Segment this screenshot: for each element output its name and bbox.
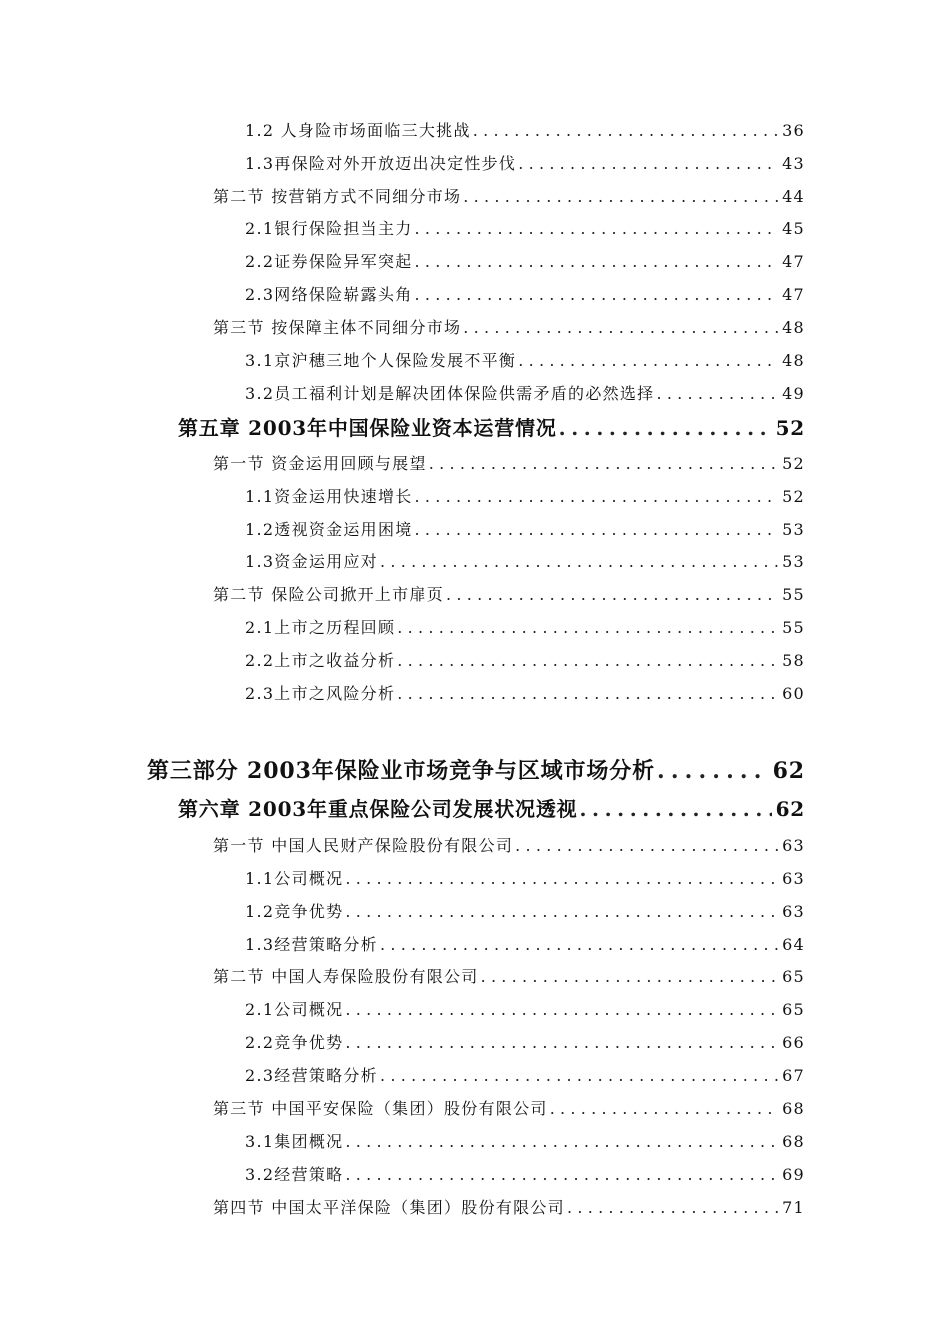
toc-entry[interactable] <box>245 484 805 507</box>
toc-entry-page: 68 <box>782 1132 805 1151</box>
dot-leader <box>515 836 778 855</box>
dot-leader <box>481 967 779 986</box>
toc-entry[interactable] <box>178 793 805 822</box>
toc-entry[interactable] <box>245 1162 805 1185</box>
toc-entry[interactable] <box>213 582 805 605</box>
toc-entry-page: 53 <box>782 552 805 571</box>
toc-entry-page: 60 <box>782 684 805 703</box>
toc-entry[interactable] <box>245 249 805 272</box>
toc-entry-title: 2.1上市之历程回顾 <box>245 618 396 637</box>
toc-entry-title: 3.2员工福利计划是解决团体保险供需矛盾的必然选择 <box>245 384 655 403</box>
toc-entry-title: 2.2竞争优势 <box>245 1033 344 1052</box>
toc-entry-page: 52 <box>775 416 805 440</box>
dot-leader <box>345 902 778 921</box>
toc-entry[interactable] <box>245 549 805 572</box>
toc-entry-page: 65 <box>782 1000 805 1019</box>
toc-entry-page: 62 <box>775 797 805 821</box>
dot-leader <box>397 684 778 703</box>
dot-leader <box>415 285 779 304</box>
dot-leader <box>415 520 779 539</box>
toc-entry-page: 63 <box>782 836 805 855</box>
toc-entry[interactable] <box>245 681 805 704</box>
toc-entry-page: 53 <box>782 520 805 539</box>
toc-entry-title: 3.2经营策略 <box>245 1165 344 1184</box>
toc-entry-page: 66 <box>782 1033 805 1052</box>
toc-entry[interactable] <box>245 932 805 955</box>
dot-leader <box>463 318 778 337</box>
toc-entry-page: 58 <box>782 651 805 670</box>
toc-entry-title: 第六章 2003年重点保险公司发展状况透视 <box>178 797 578 821</box>
dot-leader <box>518 351 778 370</box>
toc-entry[interactable] <box>213 1195 805 1218</box>
dot-leader <box>415 219 779 238</box>
toc-entry[interactable] <box>245 151 805 174</box>
toc-entry-page: 52 <box>782 487 805 506</box>
toc-entry-title: 1.2竞争优势 <box>245 902 344 921</box>
dot-leader <box>380 552 778 571</box>
toc-entry-page: 47 <box>782 252 805 271</box>
dot-leader <box>559 416 772 440</box>
toc-entry-title: 第二节 中国人寿保险股份有限公司 <box>213 967 479 986</box>
toc-entry[interactable] <box>245 118 805 141</box>
toc-entry-title: 1.2透视资金运用困境 <box>245 520 413 539</box>
dot-leader <box>345 1033 778 1052</box>
toc-entry-page: 55 <box>782 618 805 637</box>
dot-leader <box>473 121 778 140</box>
toc-entry-title: 第三节 按保障主体不同细分市场 <box>213 318 462 337</box>
toc-entry[interactable] <box>245 997 805 1020</box>
toc-entry-page: 48 <box>782 351 805 370</box>
dot-leader <box>345 1132 778 1151</box>
toc-entry-title: 第二节 保险公司掀开上市扉页 <box>213 585 445 604</box>
toc-entry[interactable] <box>213 184 805 207</box>
toc-entry-title: 2.2上市之收益分析 <box>245 651 396 670</box>
toc-entry[interactable] <box>245 216 805 239</box>
toc-entry-page: 67 <box>782 1066 805 1085</box>
toc-entry[interactable] <box>245 517 805 540</box>
toc-entry-page: 55 <box>782 585 805 604</box>
toc-entry-title: 第二节 按营销方式不同细分市场 <box>213 187 462 206</box>
toc-entry-page: 64 <box>782 935 805 954</box>
toc-entry-page: 52 <box>782 454 805 473</box>
toc-entry-page: 62 <box>772 758 805 784</box>
toc-entry-page: 69 <box>782 1165 805 1184</box>
toc-entry-title: 第一节 中国人民财产保险股份有限公司 <box>213 836 514 855</box>
toc-entry[interactable] <box>245 1129 805 1152</box>
toc-entry-title: 1.2 人身险市场面临三大挑战 <box>245 121 471 140</box>
toc-entry-title: 1.1资金运用快速增长 <box>245 487 413 506</box>
toc-entry-title: 1.3经营策略分析 <box>245 935 378 954</box>
toc-entry-title: 第三节 中国平安保险（集团）股份有限公司 <box>213 1099 548 1118</box>
dot-leader <box>345 869 778 888</box>
dot-leader <box>345 1000 778 1019</box>
toc-entry-page: 68 <box>782 1099 805 1118</box>
toc-entry-page: 43 <box>782 154 805 173</box>
toc-entry-title: 1.1公司概况 <box>245 869 344 888</box>
dot-leader <box>550 1099 778 1118</box>
toc-entry[interactable] <box>245 899 805 922</box>
toc-entry-title: 3.1京沪穗三地个人保险发展不平衡 <box>245 351 517 370</box>
dot-leader <box>345 1165 778 1184</box>
dot-leader <box>463 187 778 206</box>
dot-leader <box>415 487 779 506</box>
toc-entry-title: 2.2证券保险异军突起 <box>245 252 413 271</box>
toc-entry[interactable] <box>245 282 805 305</box>
toc-entry-title: 2.1银行保险担当主力 <box>245 219 413 238</box>
toc-entry-title: 2.1公司概况 <box>245 1000 344 1019</box>
toc-entry[interactable] <box>213 964 805 987</box>
toc-entry-title: 1.3再保险对外开放迈出决定性步伐 <box>245 154 517 173</box>
dot-leader <box>380 935 778 954</box>
toc-entry[interactable] <box>245 866 805 889</box>
toc-entry[interactable] <box>178 412 805 441</box>
toc-entry[interactable] <box>213 451 805 474</box>
toc-entry-page: 44 <box>782 187 805 206</box>
toc-entry-title: 3.1集团概况 <box>245 1132 344 1151</box>
toc-entry[interactable] <box>245 615 805 638</box>
dot-leader <box>657 758 769 784</box>
dot-leader <box>446 585 778 604</box>
toc-entry-title: 第五章 2003年中国保险业资本运营情况 <box>178 416 557 440</box>
toc-entry[interactable] <box>245 1030 805 1053</box>
toc-entry-title: 第三部分 2003年保险业市场竞争与区域市场分析 <box>147 758 656 784</box>
toc-entry[interactable] <box>245 381 805 404</box>
toc-entry-title: 1.3资金运用应对 <box>245 552 378 571</box>
toc-entry-page: 63 <box>782 869 805 888</box>
toc-entry[interactable] <box>213 833 805 856</box>
dot-leader <box>397 651 778 670</box>
dot-leader <box>656 384 778 403</box>
dot-leader <box>397 618 778 637</box>
toc-entry-page: 48 <box>782 318 805 337</box>
toc-entry[interactable] <box>213 1096 805 1119</box>
toc-entry-page: 47 <box>782 285 805 304</box>
toc-entry-page: 45 <box>782 219 805 238</box>
toc-entry-page: 63 <box>782 902 805 921</box>
toc-entry-title: 第一节 资金运用回顾与展望 <box>213 454 427 473</box>
toc-entry[interactable] <box>147 754 805 785</box>
toc-entry[interactable] <box>245 648 805 671</box>
toc-entry-page: 71 <box>782 1198 805 1217</box>
dot-leader <box>518 154 778 173</box>
toc-entry-title: 第四节 中国太平洋保险（集团）股份有限公司 <box>213 1198 565 1217</box>
toc-entry-title: 2.3上市之风险分析 <box>245 684 396 703</box>
toc-entry-page: 49 <box>782 384 805 403</box>
dot-leader <box>429 454 778 473</box>
dot-leader <box>415 252 779 271</box>
toc-entry[interactable] <box>245 348 805 371</box>
dot-leader <box>567 1198 778 1217</box>
toc-entry-title: 2.3网络保险崭露头角 <box>245 285 413 304</box>
toc-entry-title: 2.3经营策略分析 <box>245 1066 378 1085</box>
dot-leader <box>579 797 771 821</box>
toc-entry-page: 65 <box>782 967 805 986</box>
toc-entry[interactable] <box>245 1063 805 1086</box>
toc-entry[interactable] <box>213 315 805 338</box>
dot-leader <box>380 1066 778 1085</box>
toc-entry-page: 36 <box>782 121 805 140</box>
